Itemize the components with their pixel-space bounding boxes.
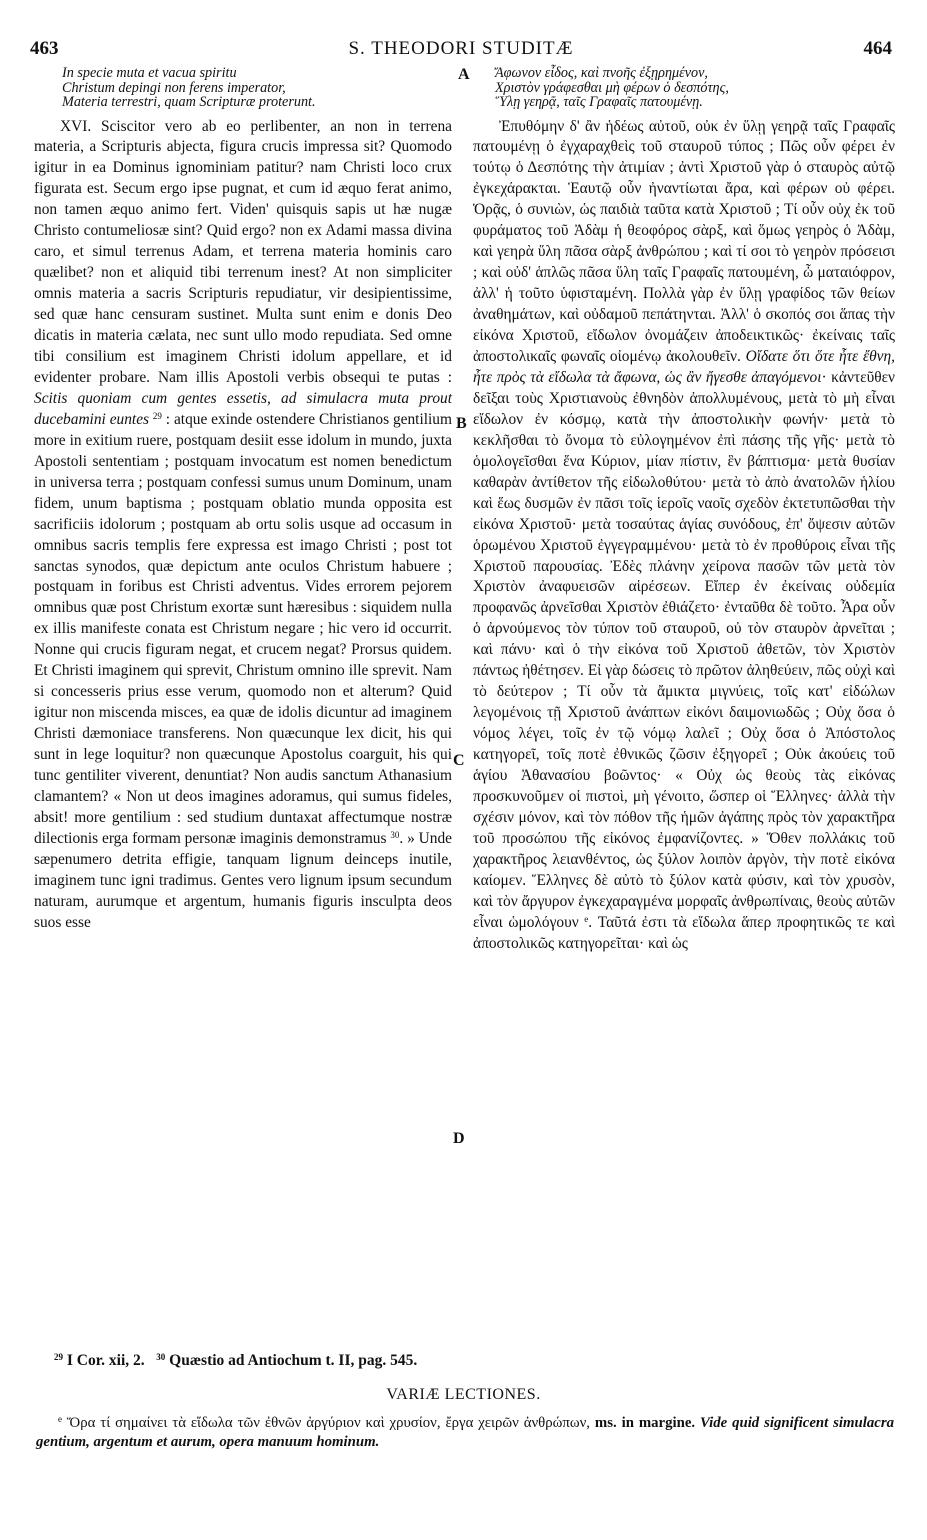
greek-verse-line: Ὕλῃ γεηρᾷ, ταῖς Γραφαῖς πατουμένῃ. — [495, 94, 703, 110]
footnote-text: I Cor. xii, 2. — [66, 1352, 145, 1369]
greek-verse-line: Ἄφωνον εἶδος, καὶ πνοῆς ἐξῃρημένον, — [495, 65, 708, 81]
latin-scripture-quote: Scitis quoniam cum gentes essetis, ad simulacra muta prout ducebamini euntes — [34, 389, 452, 428]
greek-scripture-quote: Οἴδατε ὅτι ὅτε ἦτε ἔθνη, ἦτε πρὸς τὰ εἴδωλα τὰ ἄφωνα, ὡς ἂν ἤγεσθε ἀπαγόμενοι — [473, 347, 895, 386]
greek-verse-line: Χριστὸν γράφεσθαι μὴ φέρων ὁ δεσπότης, — [495, 79, 729, 96]
footnotes — [54, 1352, 884, 1370]
footnote-number: 29 — [54, 1352, 63, 1362]
greek-column — [473, 66, 895, 955]
variae-lectiones-title: VARIÆ LECTIONES. — [386, 1386, 541, 1403]
latin-text: XVI. Sciscitor vero ab eo perlibenter, an non in terrena materia, a Scripturis abjecta, figura crucis impressa sit? Quomodo igitur in ea Dominus ignominiam patitur? nam Christi loco crux figurata est. Secum ergo ipse pugnat, et cum id æquo ferat animo, non tamen æquo animo fert. Viden' quisquis sapis ut hæ nugæ Christo contumeliosæ sint? Quid ergo? non ex Adami massa divina caro, et simul terrenus Adam, et terrena materia hominis caro quælibet? non et aliquid tibi terrenum inest? At non simpliciter omnis materia a sacris Scripturis repudiatur, vir desipientissime, sed quæ hanc censuram sustinet. Multa sunt enim e donis Deo dicatis in materia cælata, nec sunt ullo modo repudiata. Sed omne tibi consilium est imaginem Christi idolum appellare, et id evidenter probare. Nam illis Apostoli verbis obsequi te putas : — [34, 117, 452, 386]
greek-verse — [495, 66, 895, 110]
latin-verse-line: Christum depingi non ferens imperator, — [62, 79, 286, 96]
greek-text: · κἀντεῦθεν δεῖξαι τοὺς Χριστιανοὺς ἐθνηδὸν ἀπολλυμένους, μετὰ τὸ μὴ εἶναι εἴδωλον ἐν κόσμῳ, κατὰ τὴν ἀποστολικὴν φωνήν· μετὰ τὸ κεκλῆσθαι τὸ ὄνομα τὸ εὐλογημένον ἐπὶ πάσης τῆς γῆς· μετὰ τὸ ὁμολογεῖσθαι ἕνα Κύριον, μίαν πίστιν, ἓν βάπτισμα· μετὰ θυσίαν καθαρὰν ἀντίθετον τῆς εἰδωλοθύτου· μετὰ τὸ ἀπὸ ἀνατολῶν ἡλίου καὶ ἕως δυσμῶν ἐν πᾶσι τοῖς ἱεροῖς ναοῖς σχεδὸν ἐκτετυπῶσθαι τὴν εἰκόνα Χριστοῦ· μετὰ τοσαύτας ἁγίας συνόδους, ἐπ' ὄψεσιν αὐτῶν ὁρωμένου Χριστοῦ ἐγγεγραμμένου· μετὰ τὸ ἐν προθύροις εἶναι τῆς Χριστοῦ παρουσίας. Ἐδὲς πλάνην χείρονα πασῶν τῶν μετὰ τὸν Χριστὸν ἀναφυεισῶν αἱρέσεων. Εἴπερ ἐν ἐκείναις οὐδεμία προφανῶς ἀρνεῖσθαι Χριστὸν ἐθιάζετο· ἐνταῦθα δὲ τοῦτο. Ἆρα οὖν ὁ ἀρνούμενος τὸν τύπον τοῦ σταυροῦ, οὐ τὸν σταυρὸν ἀρνεῖται ; καὶ πάνυ· καὶ ὁ τὴν εἰκόνα τοῦ Χριστοῦ ἀθετῶν, τὸν Χριστὸν πάντως ἠθέτησεν. Εἰ γὰρ δώσεις τὸ πρῶτον ἀληθεύειν, πῶς οὐχὶ καὶ τὸ δεύτερον ; Τί οὖν τὰ ἄμικτα μιγνύεις, τοῖς κατ' εἰδώλων λεγομένοις τῇ Χριστοῦ ἀνάπτων εἰκόνι δαιμονιωδῶς ; Οὐχ ὅσα ὁ νόμος λέγει, τοῖς ἐν τῷ νόμῳ λαλεῖ ; Οὐχ ὅσα ὁ Ἀπόστολος κατηγορεῖ, τοῖς ποτὲ ἐθνικῶς ζῶσιν ἐξηγορεῖ ; Οὐκ ἀκούεις τοῦ ἁγίου Ἀθανασίου βοῶντος· « Οὐχ ὡς θεοὺς τὰς εἰκόνας προσκυνοῦμεν οἱ πιστοὶ, μὴ γένοιτο, ὥσπερ οἱ Ἕλληνες· ἀλλὰ τὴν σχέσιν μόνον, καὶ τὸν πόθον τῆς ἡμῶν ἀγάπης πρὸς τὸν χαρακτῆρα τοῦ προσώπου τῆς εἰκόνος ἐμφανίζοντες. » Ὅθεν πολλάκις τοῦ χαρακτῆρος λειανθέντος, ὡς ξύλον λοιπὸν ἀργὸν, τὴν ποτὲ εἰκόνα καίομεν. Ἕλληνες δὲ αὐτὸ τὸ ξύλον κατὰ φύσιν, καὶ τὸν χρυσὸν, καὶ τὸν ἄργυρον ἐγκεχαραγμένα μορφαῖς ἀνθρωπίναις, θεοὺς αὐτῶν εἶναι ὡμολόγουν — [473, 368, 896, 931]
footnote-number: 30 — [156, 1352, 166, 1362]
latin-verse-line: Materia terrestri, quam Scripturæ proterunt. — [62, 94, 316, 110]
margin-marker-c: C — [453, 752, 465, 769]
variant-ref: e — [584, 913, 589, 924]
variant-note: ms. in margine. — [594, 1415, 696, 1431]
greek-text: . Ταῦτά ἐστι τὰ εἴδωλα ἅπερ προφητικῶς τε καὶ ἀποστολικῶς κατηγορεῖται· καὶ ὡς — [473, 913, 895, 952]
running-header — [30, 38, 892, 62]
footnote-ref: 29 — [152, 410, 162, 421]
variant-mark: e — [58, 1414, 62, 1424]
footnote-ref: 30 — [390, 829, 400, 840]
latin-column — [34, 66, 452, 934]
variant-latin: Vide quid significent simulacra gentium, argentum et aurum, opera manuum hominum. — [36, 1415, 894, 1450]
page-number-left: 463 — [30, 38, 59, 59]
margin-marker-b: B — [456, 415, 467, 432]
variant-greek: Ὅρα τί σημαίνει τὰ εἴδωλα τῶν ἐθνῶν ἀργύριον καὶ χρυσίον, ἔργα χειρῶν ἀνθρώπων, — [66, 1415, 590, 1431]
greek-text: Ἐπυθόμην δ' ἂν ἡδέως αὐτοῦ, οὐκ ἐν ὕλῃ γεηρᾷ ταῖς Γραφαῖς πατουμένῃ ὁ ἐγχαραχθεὶς τοῦ σταυροῦ τύπος ; Πῶς οὖν φέρει ἐν τούτῳ ὁ Δεσπότης τὴν ἀτιμίαν ; ἀντὶ Χριστοῦ γὰρ ὁ σταυρὸς αὐτῷ ἐγκεχάρακται. Ἑαυτῷ οὖν ἠναντίωται ἄρα, καὶ φέρων οὐ φέρει. Ὁρᾷς, ὁ συνιὼν, ὡς παιδιὰ ταῦτα κατὰ Χριστοῦ ; Τί οὖν οὐχ ἐκ τοῦ φυράματος τοῦ Ἀδὰμ ἡ θεοφόρος σὰρξ, καὶ ὅμως γεηρὸς ὁ Ἀδὰμ, καὶ γεηρὰ ὕλη πᾶσα σὰρξ ἀνθρώπου ; καὶ τί σοι τὸ γεηρὸν πρόσεισι ; καὶ οὐδ' ἁπλῶς πᾶσα ὕλη ταῖς Γραφαῖς πατουμένη, ὦ ματαιόφρον, ἀλλ' ἡ τοῦτο ὑφισταμένη. Πολλὰ γὰρ ἐν ὕλῃ γραφίδος τῶν θείων ἀναθημάτων, καὶ οὐδαμοῦ πεπάτηνται. Ἀλλ' ὁ σκοπός σοι ἅπας τὴν εἰκόνα Χριστοῦ, εἴδωλον ὀνομάζειν ἀποδεικτικῶς· ἐκείναις ταῖς ἀποστολικαῖς φωναῖς οἰομένῳ ἀκολουθεῖν. — [473, 117, 895, 365]
margin-marker-d: D — [453, 1130, 465, 1147]
running-title: S. THEODORI STUDITÆ — [348, 38, 574, 59]
footnote-text: Quæstio ad Antiochum t. II, pag. 545. — [169, 1352, 418, 1369]
margin-marker-a: A — [458, 66, 470, 83]
greek-paragraph — [473, 117, 895, 955]
latin-paragraph — [34, 117, 452, 934]
latin-text: . » Unde sæpenumero detrita effigie, tanquam lignum deinceps inutile, imaginem tunc igni tradimus. Gentes vero lignum ipsum secundum naturam, aurumque et argentum, humanis figuris insculpta deos suos esse — [34, 829, 452, 931]
page-number-right: 464 — [863, 38, 892, 59]
latin-verse — [62, 66, 452, 110]
latin-text: : atque exinde ostendere Christianos gentilium more in exitium ruere, postquam desiit esse idolum in mundo, juxta Apostoli sententiam ; postquam invocatum est nomen benedictum in universa terra ; postquam confessi sumus unum Dominum, unam fidem, unum baptisma ; postquam oblatio munda opposita est sacrificiis idolorum ; postquam ab ortu solis usque ad occasum in omnibus sacris templis fere expressa est imago Christi ; post tot sanctas synodos, quæ depictum ante oculos Christum habuere ; postquam in foribus est Christi adventus. Vides errorem pejorem omnibus quæ post Christum exortæ sunt hæresibus : siquidem nulla ex illis manifeste conata est Christum negare ; hic vero id occurrit. Nonne qui crucis figuram negat, et crucem negat? Prorsus quidem. Et Christi imaginem qui sprevit, Christum omnino ille sprevit. Nam si concesseris prius esse verum, quomodo non et alterum? Quid igitur non miscenda misces, ea quæ de idolis dicuntur ad imaginem Christi dæmoniace transferens. Non quæcunque lex dicit, his qui sunt in lege loquitur? non quæcunque Apostolus coarguit, his qui tunc gentiliter viverent, denuntiat? Non audis sanctum Athanasium clamantem? « Non ut deos imagines adoramus, qui sumus fideles, absit! more gentilium : sed studium duntaxat affectumque nostræ dilectionis erga formam personæ imaginis demonstramus — [34, 410, 452, 847]
variae-lectiones — [36, 1414, 894, 1452]
latin-verse-line: In specie muta et vacua spiritu — [62, 65, 237, 81]
